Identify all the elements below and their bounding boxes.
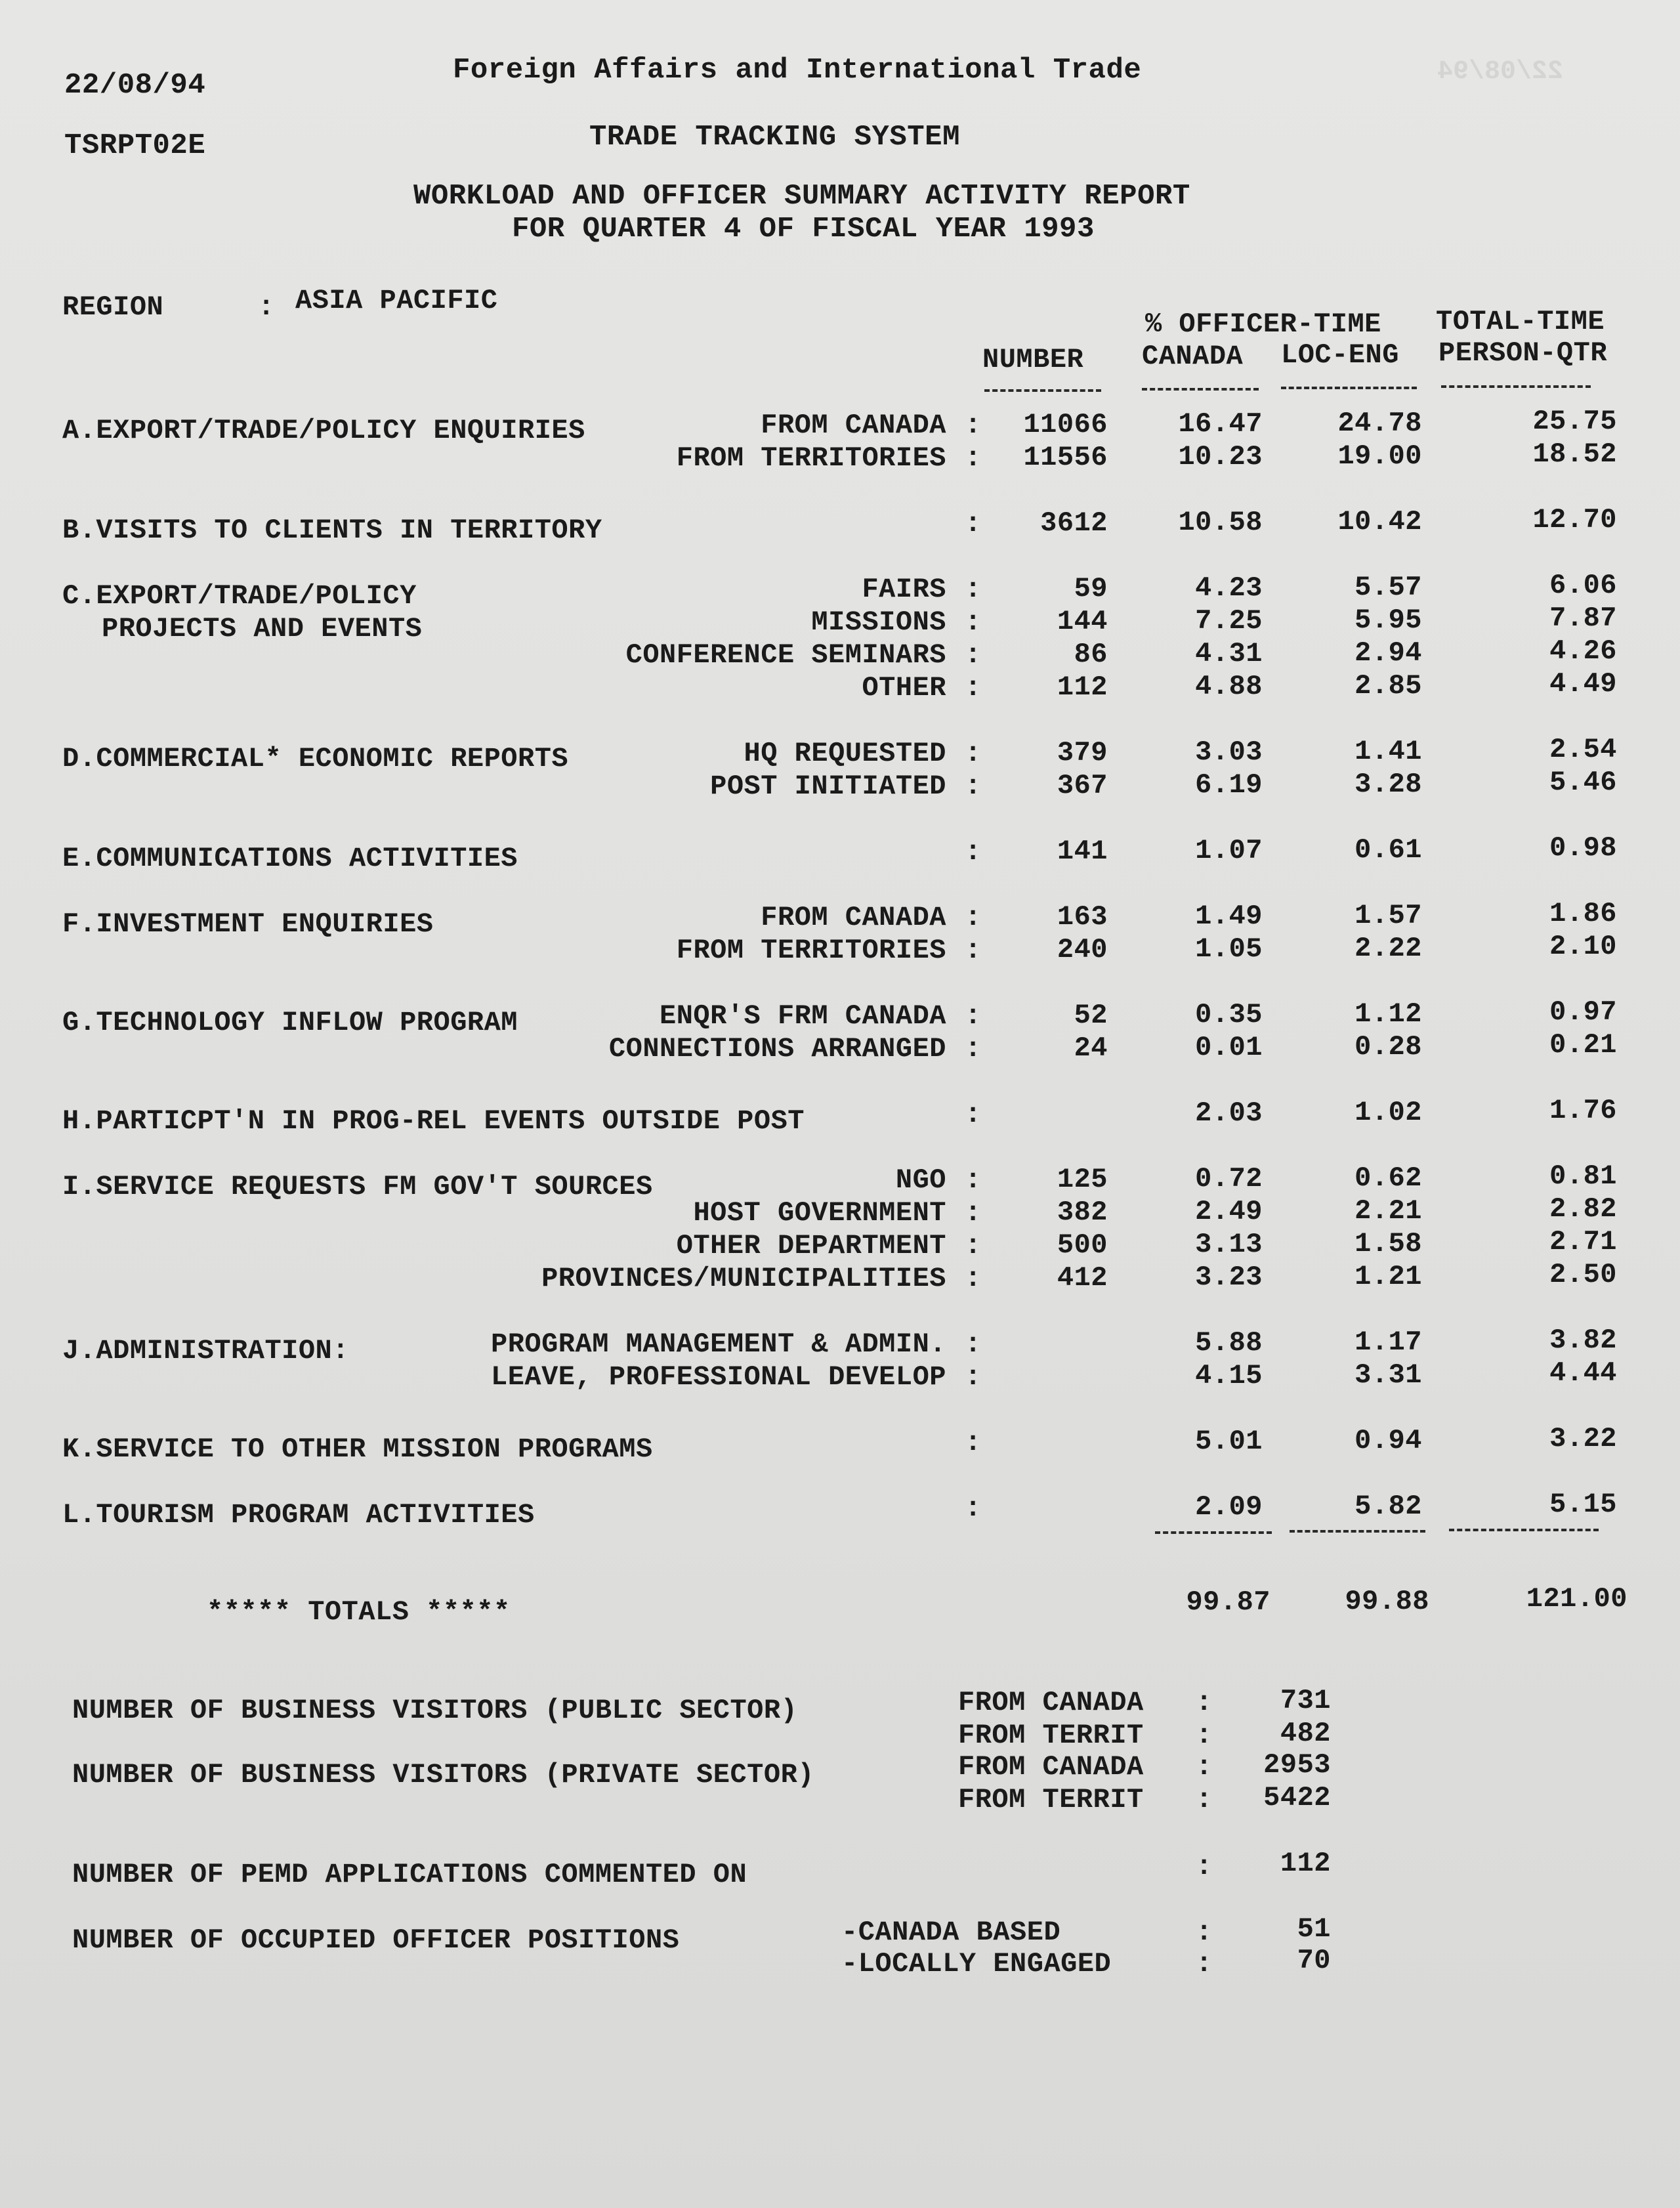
row-sub-label: OTHER xyxy=(862,672,946,704)
row-total: 4.44 xyxy=(1549,1357,1617,1389)
row-number: 240 xyxy=(1057,934,1108,966)
row-total: 2.71 xyxy=(1549,1226,1617,1258)
row-total: 0.97 xyxy=(1549,996,1617,1028)
row-number: 163 xyxy=(1057,901,1108,933)
row-sub-label: CONFERENCE SEMINARS xyxy=(625,639,946,671)
row-sep: : xyxy=(965,672,982,704)
row-sep: : xyxy=(965,738,982,769)
row-number: 11556 xyxy=(1023,442,1108,473)
row-number: 3612 xyxy=(1040,507,1108,539)
row-canada: 3.03 xyxy=(1195,736,1263,768)
section-b-label: B.VISITS TO CLIENTS IN TERRITORY xyxy=(62,515,602,546)
row-sep: : xyxy=(965,1099,982,1130)
visitors-public-canada: 731 xyxy=(1280,1685,1331,1716)
region-label: REGION xyxy=(62,291,164,323)
section-h-label: H.PARTICPT'N IN PROG-REL EVENTS OUTSIDE POST xyxy=(62,1105,805,1137)
row-total: 1.76 xyxy=(1549,1095,1617,1126)
visitors-private-from-territ: FROM TERRIT xyxy=(958,1784,1144,1815)
row-loc-eng: 0.28 xyxy=(1354,1031,1422,1063)
visitors-public-from-canada: FROM CANADA xyxy=(958,1687,1144,1718)
sep: : xyxy=(1196,1720,1213,1751)
row-sep: : xyxy=(965,836,982,868)
row-sub-label: FROM TERRITORIES xyxy=(676,935,946,966)
sep: : xyxy=(1196,1948,1213,1980)
positions-canada-based: -CANADA BASED xyxy=(841,1917,1061,1948)
section-a-label: A.EXPORT/TRADE/POLICY ENQUIRIES xyxy=(62,415,585,446)
visitors-private-canada: 2953 xyxy=(1263,1749,1331,1781)
row-sep: : xyxy=(965,508,982,540)
row-loc-eng: 0.61 xyxy=(1354,834,1422,866)
section-e-label: E.COMMUNICATIONS ACTIVITIES xyxy=(62,843,518,874)
row-total: 25.75 xyxy=(1532,406,1617,437)
row-sep: : xyxy=(965,1493,982,1524)
row-canada: 4.23 xyxy=(1195,572,1263,604)
row-total: 3.22 xyxy=(1549,1423,1617,1454)
row-total: 2.50 xyxy=(1549,1259,1617,1290)
system-name: TRADE TRACKING SYSTEM xyxy=(589,121,960,154)
row-loc-eng: 0.62 xyxy=(1354,1162,1422,1194)
col-person-qtr: PERSON-QTR xyxy=(1438,337,1608,369)
visitors-public-from-territ: FROM TERRIT xyxy=(958,1720,1144,1751)
visitors-private-from-canada: FROM CANADA xyxy=(958,1751,1144,1783)
col-rule xyxy=(1281,387,1417,389)
row-sep: : xyxy=(965,1361,982,1393)
row-total: 2.10 xyxy=(1549,931,1617,962)
totals-canada: 99.87 xyxy=(1186,1586,1270,1618)
row-total: 18.52 xyxy=(1532,438,1617,470)
row-canada: 1.07 xyxy=(1195,835,1263,866)
row-sub-label: HQ REQUESTED xyxy=(744,738,946,769)
row-canada: 3.13 xyxy=(1195,1229,1263,1260)
row-sep: : xyxy=(965,1197,982,1229)
row-sep: : xyxy=(965,902,982,933)
row-total: 3.82 xyxy=(1549,1325,1617,1356)
row-total: 5.15 xyxy=(1549,1489,1617,1520)
region-sep: : xyxy=(258,291,275,323)
sep: : xyxy=(1196,1687,1213,1718)
row-sub-label: FROM CANADA xyxy=(761,902,946,933)
row-sub-label: POST INITIATED xyxy=(710,771,946,802)
totals-rule xyxy=(1449,1529,1599,1531)
row-canada: 0.01 xyxy=(1195,1032,1263,1063)
row-sub-label: FROM CANADA xyxy=(761,410,946,441)
row-canada: 4.31 xyxy=(1195,638,1263,669)
row-number: 412 xyxy=(1057,1262,1108,1294)
row-canada: 1.05 xyxy=(1195,933,1263,965)
row-canada: 3.23 xyxy=(1195,1262,1263,1293)
totals-rule xyxy=(1290,1530,1425,1533)
totals-rule xyxy=(1155,1531,1272,1534)
section-j-label: J.ADMINISTRATION: xyxy=(62,1335,349,1367)
row-sep: : xyxy=(965,410,982,441)
row-number: 144 xyxy=(1057,606,1108,637)
section-c-label-2: PROJECTS AND EVENTS xyxy=(102,613,423,645)
row-number: 379 xyxy=(1057,737,1108,769)
totals-label: ***** TOTALS ***** xyxy=(207,1596,511,1628)
row-loc-eng: 2.21 xyxy=(1354,1195,1422,1227)
row-total: 4.26 xyxy=(1549,635,1617,667)
row-loc-eng: 24.78 xyxy=(1337,408,1422,439)
row-canada: 1.49 xyxy=(1195,901,1263,932)
row-sep: : xyxy=(965,606,982,638)
row-total: 2.54 xyxy=(1549,734,1617,765)
row-total: 0.21 xyxy=(1549,1029,1617,1061)
row-loc-eng: 0.94 xyxy=(1354,1425,1422,1456)
row-loc-eng: 1.17 xyxy=(1354,1327,1422,1358)
col-rule xyxy=(984,389,1101,392)
row-sep: : xyxy=(965,1263,982,1294)
col-rule xyxy=(1142,388,1259,391)
report-title: WORKLOAD AND OFFICER SUMMARY ACTIVITY REPORT xyxy=(413,180,1190,213)
report-date: 22/08/94 xyxy=(64,69,206,102)
row-loc-eng: 1.57 xyxy=(1354,900,1422,931)
section-i-label: I.SERVICE REQUESTS FM GOV'T SOURCES xyxy=(62,1171,653,1202)
section-f-label: F.INVESTMENT ENQUIRIES xyxy=(62,908,434,940)
row-number: 11066 xyxy=(1023,409,1108,440)
row-loc-eng: 10.42 xyxy=(1337,506,1422,538)
row-number: 112 xyxy=(1057,671,1108,703)
row-number: 141 xyxy=(1057,836,1108,867)
row-sub-label: MISSIONS xyxy=(811,606,946,638)
row-canada: 10.23 xyxy=(1178,441,1263,473)
row-sub-label: CONNECTIONS ARRANGED xyxy=(608,1033,946,1065)
row-canada: 5.88 xyxy=(1195,1327,1263,1359)
row-loc-eng: 19.00 xyxy=(1337,440,1422,472)
row-canada: 10.58 xyxy=(1178,507,1263,538)
section-d-label: D.COMMERCIAL* ECONOMIC REPORTS xyxy=(62,743,569,775)
row-total: 12.70 xyxy=(1532,504,1617,536)
positions-local-value: 70 xyxy=(1297,1945,1331,1976)
row-canada: 2.49 xyxy=(1195,1196,1263,1227)
visitors-public-label: NUMBER OF BUSINESS VISITORS (PUBLIC SECTOR) xyxy=(72,1695,798,1726)
row-canada: 0.35 xyxy=(1195,999,1263,1030)
positions-label: NUMBER OF OCCUPIED OFFICER POSITIONS xyxy=(72,1924,680,1956)
row-canada: 6.19 xyxy=(1195,769,1263,801)
col-canada: CANADA xyxy=(1142,341,1244,372)
pemd-label: NUMBER OF PEMD APPLICATIONS COMMENTED ON xyxy=(72,1859,747,1890)
totals-loc-eng: 99.88 xyxy=(1345,1586,1429,1617)
col-rule xyxy=(1441,385,1591,388)
sep: : xyxy=(1196,1917,1213,1948)
visitors-private-label: NUMBER OF BUSINESS VISITORS (PRIVATE SECTOR) xyxy=(72,1759,814,1791)
row-loc-eng: 1.41 xyxy=(1354,736,1422,767)
row-loc-eng: 5.82 xyxy=(1354,1491,1422,1522)
region-value: ASIA PACIFIC xyxy=(295,285,498,316)
row-number: 382 xyxy=(1057,1197,1108,1228)
section-g-label: G.TECHNOLOGY INFLOW PROGRAM xyxy=(62,1007,518,1038)
row-sep: : xyxy=(965,574,982,605)
row-loc-eng: 3.31 xyxy=(1354,1359,1422,1391)
row-sep: : xyxy=(965,1000,982,1032)
row-canada: 0.72 xyxy=(1195,1163,1263,1195)
row-loc-eng: 1.21 xyxy=(1354,1261,1422,1292)
row-number: 24 xyxy=(1074,1032,1108,1064)
row-number: 52 xyxy=(1074,1000,1108,1031)
row-sep: : xyxy=(965,1427,982,1458)
bleed-through: 22/08/94 xyxy=(1437,57,1564,87)
row-canada: 5.01 xyxy=(1195,1426,1263,1457)
section-c-label: C.EXPORT/TRADE/POLICY xyxy=(62,580,417,612)
totals-total: 121.00 xyxy=(1526,1583,1628,1615)
row-loc-eng: 2.85 xyxy=(1354,670,1422,702)
row-loc-eng: 1.12 xyxy=(1354,998,1422,1030)
row-sep: : xyxy=(965,1164,982,1196)
section-l-label: L.TOURISM PROGRAM ACTIVITIES xyxy=(62,1499,535,1531)
row-total: 2.82 xyxy=(1549,1193,1617,1225)
row-number: 86 xyxy=(1074,639,1108,670)
row-total: 0.81 xyxy=(1549,1160,1617,1192)
visitors-public-territ: 482 xyxy=(1280,1718,1331,1749)
row-total: 4.49 xyxy=(1549,668,1617,700)
row-total: 7.87 xyxy=(1549,603,1617,634)
row-total: 6.06 xyxy=(1549,570,1617,601)
positions-locally-engaged: -LOCALLY ENGAGED xyxy=(841,1948,1112,1980)
sep: : xyxy=(1196,1751,1213,1783)
row-loc-eng: 3.28 xyxy=(1354,769,1422,800)
row-canada: 16.47 xyxy=(1178,408,1263,440)
row-number: 59 xyxy=(1074,573,1108,605)
row-loc-eng: 5.57 xyxy=(1354,572,1422,603)
row-loc-eng: 1.02 xyxy=(1354,1097,1422,1128)
row-sub-label: ENQR'S FRM CANADA xyxy=(660,1000,946,1032)
row-loc-eng: 2.22 xyxy=(1354,933,1422,964)
row-number: 500 xyxy=(1057,1229,1108,1261)
row-sep: : xyxy=(965,1033,982,1065)
report-code: TSRPT02E xyxy=(64,129,206,162)
row-sep: : xyxy=(965,639,982,671)
row-canada: 2.03 xyxy=(1195,1097,1263,1129)
row-sub-label: NGO xyxy=(895,1164,946,1196)
row-sep: : xyxy=(965,442,982,474)
pemd-value: 112 xyxy=(1280,1848,1331,1879)
row-sep: : xyxy=(965,1328,982,1360)
row-loc-eng: 2.94 xyxy=(1354,637,1422,669)
department-name: Foreign Affairs and International Trade xyxy=(453,54,1142,87)
row-sub-label: FAIRS xyxy=(862,574,946,605)
col-officer-time: % OFFICER-TIME xyxy=(1145,308,1381,340)
sep: : xyxy=(1196,1784,1213,1815)
row-sep: : xyxy=(965,1230,982,1262)
row-number: 367 xyxy=(1057,770,1108,801)
section-k-label: K.SERVICE TO OTHER MISSION PROGRAMS xyxy=(62,1433,653,1465)
col-loc-eng: LOC-ENG xyxy=(1281,339,1399,371)
row-sub-label: PROGRAM MANAGEMENT & ADMIN. xyxy=(490,1328,946,1360)
row-sub-label: PROVINCES/MUNICIPALITIES xyxy=(541,1263,946,1294)
row-sep: : xyxy=(965,771,982,802)
row-canada: 4.88 xyxy=(1195,671,1263,702)
row-sub-label: OTHER DEPARTMENT xyxy=(676,1230,946,1262)
sep: : xyxy=(1196,1851,1213,1882)
visitors-private-territ: 5422 xyxy=(1263,1782,1331,1814)
row-sub-label: HOST GOVERNMENT xyxy=(693,1197,946,1229)
row-sep: : xyxy=(965,935,982,966)
col-number: NUMBER xyxy=(982,344,1084,375)
row-loc-eng: 5.95 xyxy=(1354,605,1422,636)
row-total: 0.98 xyxy=(1549,832,1617,864)
positions-canada-value: 51 xyxy=(1297,1913,1331,1945)
row-sub-label: FROM TERRITORIES xyxy=(676,442,946,474)
row-total: 1.86 xyxy=(1549,898,1617,929)
col-total-time: TOTAL-TIME xyxy=(1436,306,1605,337)
report-subtitle: FOR QUARTER 4 OF FISCAL YEAR 1993 xyxy=(512,213,1095,245)
row-canada: 7.25 xyxy=(1195,605,1263,637)
row-total: 5.46 xyxy=(1549,767,1617,798)
row-sub-label: LEAVE, PROFESSIONAL DEVELOP xyxy=(490,1361,946,1393)
row-loc-eng: 1.58 xyxy=(1354,1228,1422,1260)
row-number: 125 xyxy=(1057,1164,1108,1195)
row-canada: 4.15 xyxy=(1195,1360,1263,1391)
row-canada: 2.09 xyxy=(1195,1491,1263,1523)
